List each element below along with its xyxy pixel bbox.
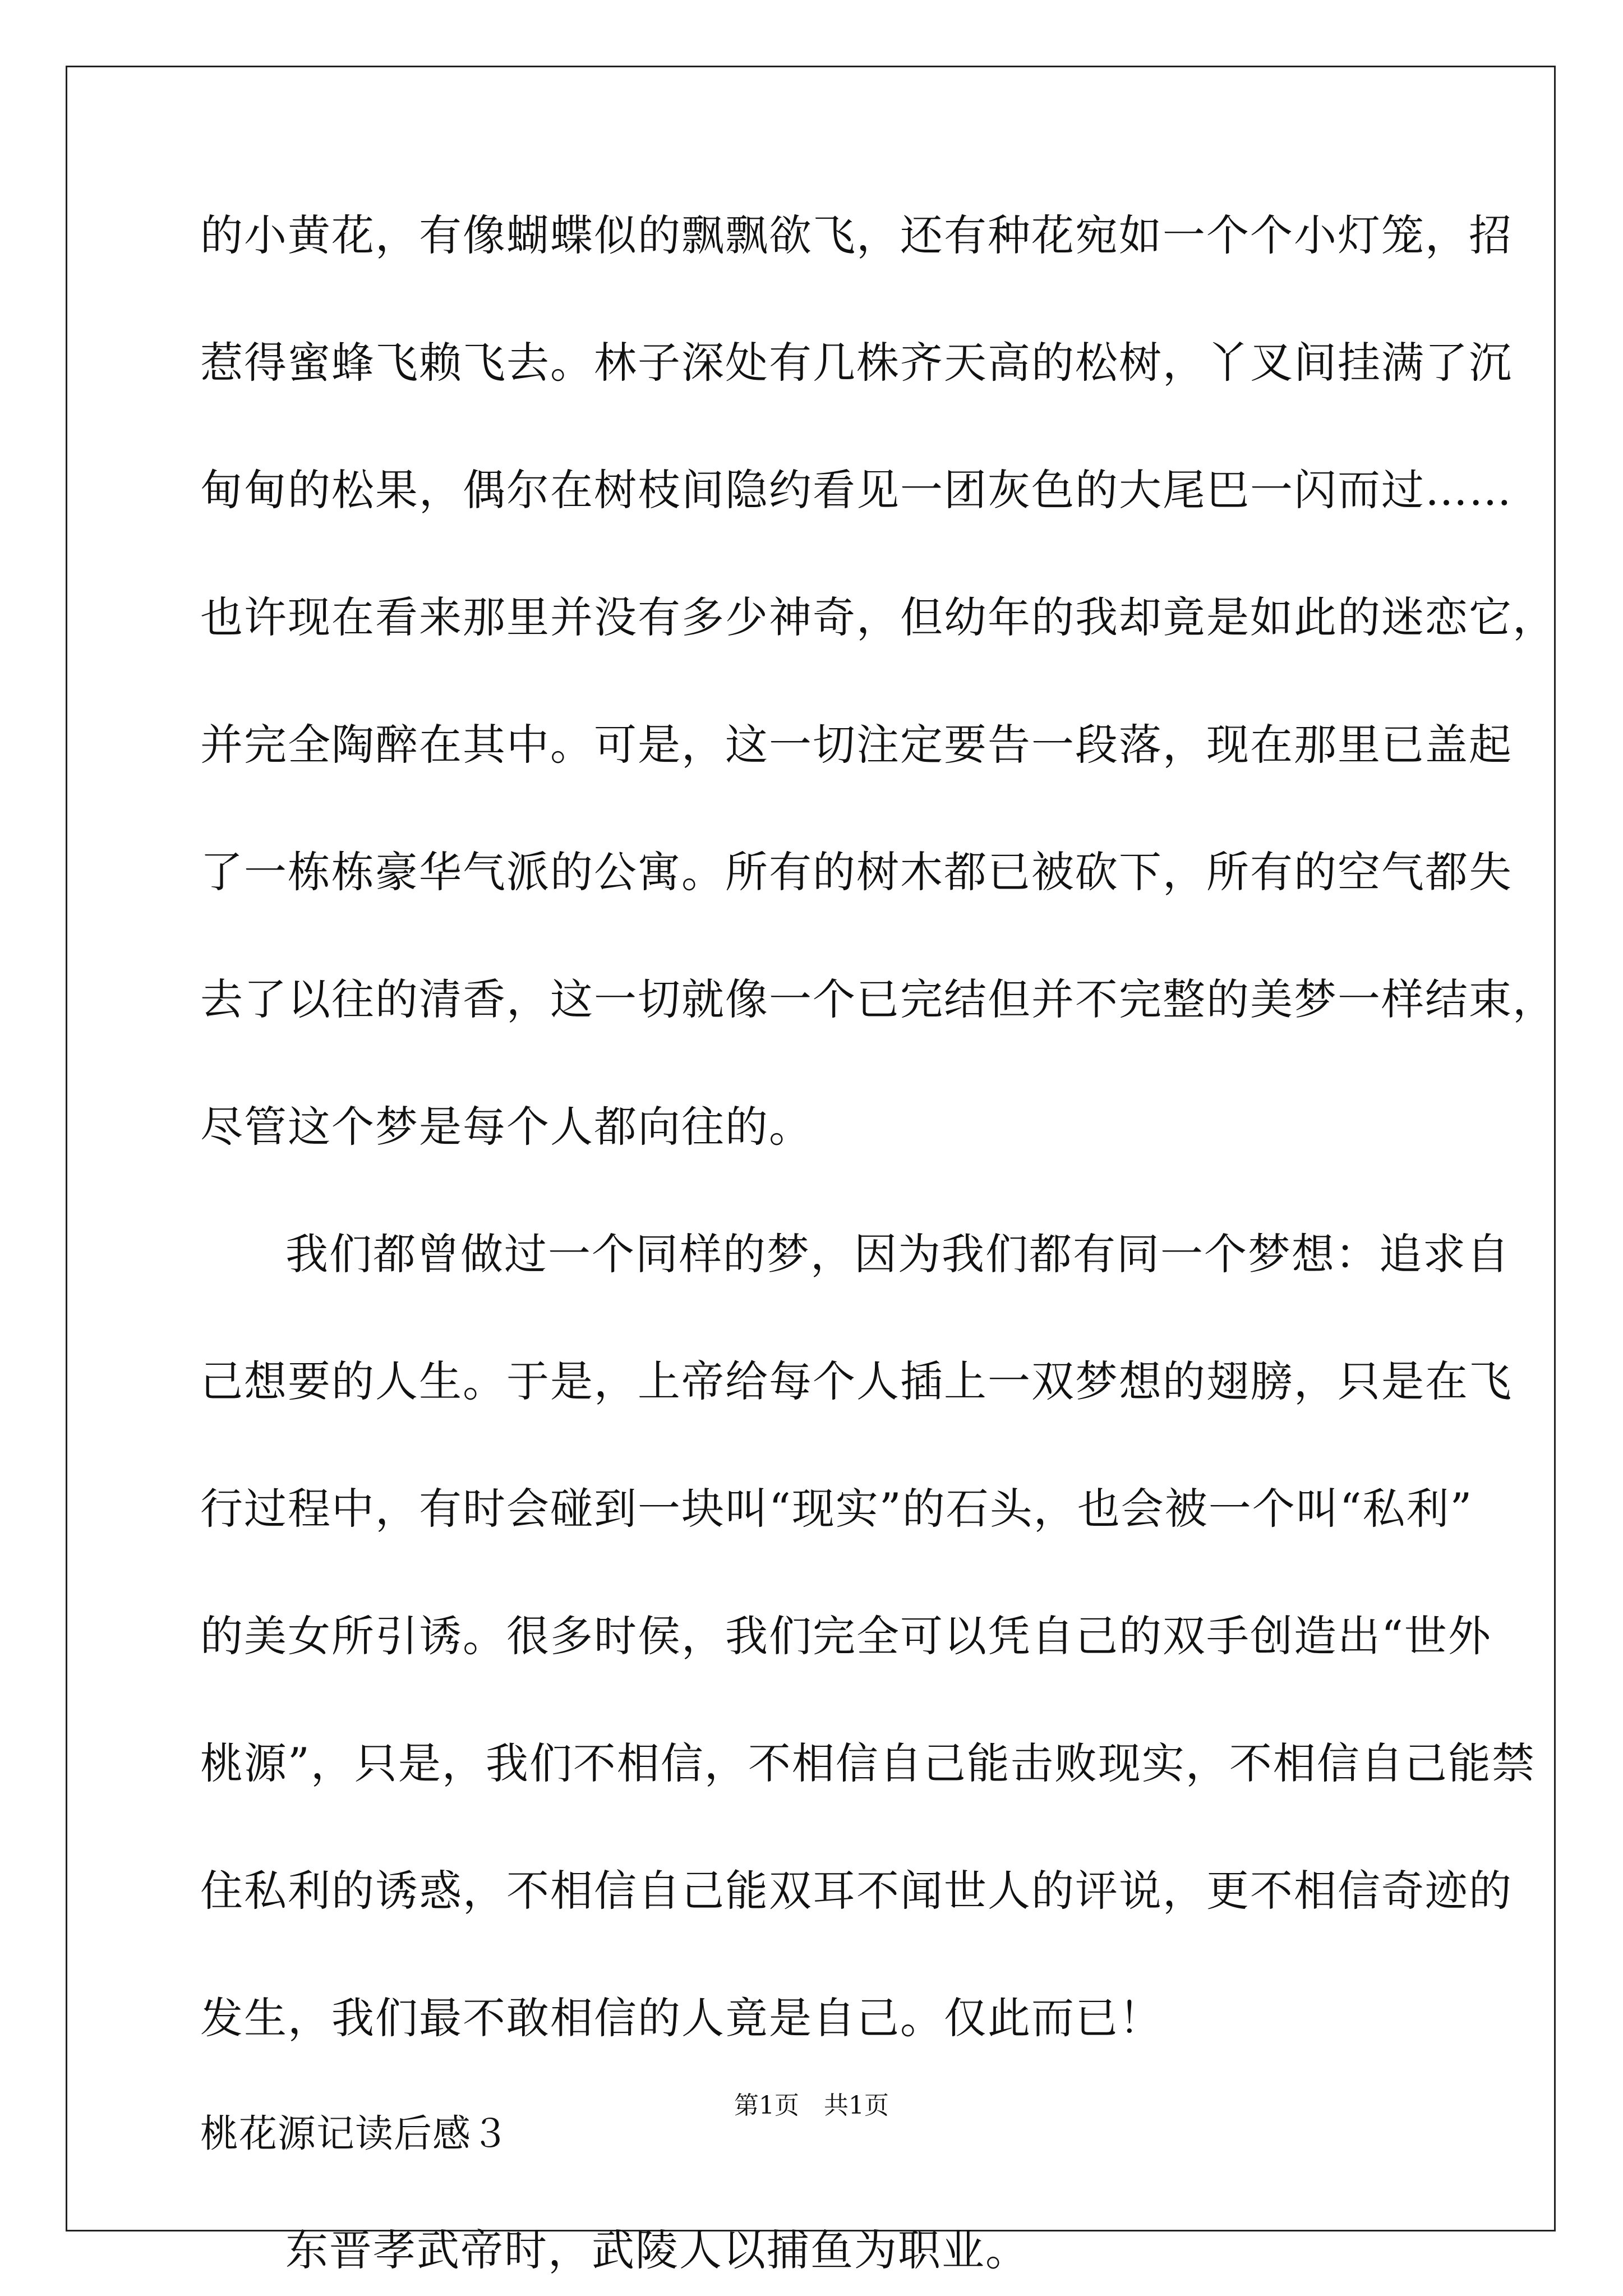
paragraph-line: 行过程中，有时会碰到一块叫“现实”的石头，也会被一个叫“私利” <box>200 1484 1473 1534</box>
paragraph-line: 我们都曾做过一个同样的梦，因为我们都有同一个梦想：追求自 <box>285 1229 1510 1279</box>
paragraph-line: 也许现在看来那里并没有多少神奇，但幼年的我却竟是如此的迷恋它， <box>200 592 1556 642</box>
paragraph-line: 的小黄花，有像蝴蝶似的飘飘欲飞，还有种花宛如一个个小灯笼，招 <box>200 210 1513 260</box>
paragraph-line: 去了以往的清香，这一切就像一个已完结但并不完整的美梦一样结束， <box>200 974 1556 1024</box>
paragraph-line: 甸甸的松果，偶尔在树枝间隐约看见一团灰色的大尾巴一闪而过…… <box>200 465 1513 515</box>
paragraph-line: 东晋孝武帝时，武陵人以捕鱼为职业。 <box>285 2225 1029 2275</box>
page-number: 第1页 共1页 <box>734 2091 889 2120</box>
section-heading: 桃花源记读后感３ <box>200 2112 510 2156</box>
paragraph-line: 己想要的人生。于是，上帝给每个人插上一双梦想的翅膀，只是在飞 <box>200 1356 1513 1406</box>
paragraph-line: 发生，我们最不敢相信的人竟是自己。仅此而已！ <box>200 1993 1163 2043</box>
paragraph-line: 了一栋栋豪华气派的公寓。所有的树木都已被砍下，所有的空气都失 <box>200 847 1513 897</box>
paragraph-line: 住私利的诱惑，不相信自己能双耳不闻世人的评说，更不相信奇迹的 <box>200 1866 1513 1916</box>
paragraph-line: 的美女所引诱。很多时侯，我们完全可以凭自己的双手创造出“世外 <box>200 1611 1492 1661</box>
paragraph-line: 桃源”，只是，我们不相信，不相信自己能击败现实，不相信自己能禁 <box>200 1738 1536 1788</box>
paragraph-line: 并完全陶醉在其中。可是，这一切注定要告一段落，现在那里已盖起 <box>200 720 1513 770</box>
paragraph-line: 尽管这个梦是每个人都向往的。 <box>200 1102 813 1152</box>
paragraph-line: 惹得蜜蜂飞赖飞去。林子深处有几株齐天高的松树，丫叉间挂满了沉 <box>200 338 1513 388</box>
